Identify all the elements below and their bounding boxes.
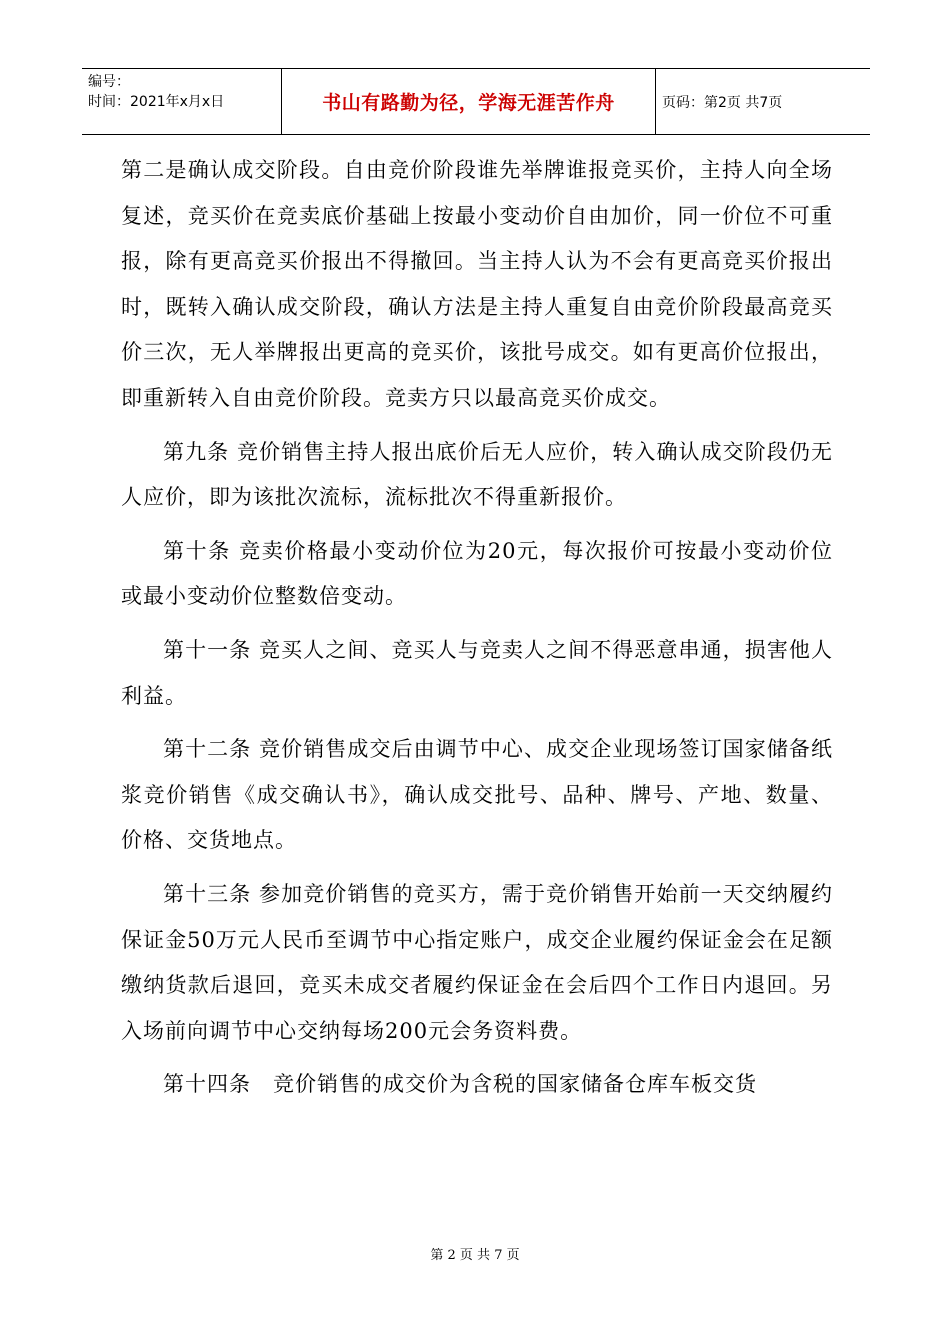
page-footer: 第 2 页 共 7 页: [430, 1248, 520, 1263]
document-number-label: 编号：: [88, 74, 130, 90]
paragraph-article-9: 第九条 竞价销售主持人报出底价后无人应价，转入确认成交阶段仍无人应价，即为该批次流标，流标批次不得重新报价。: [121, 439, 833, 510]
header-motto: 书山有路勤为径，学海无涯苦作舟: [282, 69, 656, 134]
header-meta: [82, 69, 282, 134]
document-header: [82, 68, 870, 135]
header-page-info: 页码：第2页 共7页: [662, 94, 783, 111]
paragraph-article-14: 第十四条 竞价销售的成交价为含税的国家储备仓库车板交货: [163, 1072, 757, 1097]
document-time-label: 时间：2021年x月x日: [88, 94, 225, 110]
paragraph-article-13: 第十三条 参加竞价销售的竞买方，需于竞价销售开始前一天交纳履约保证金50万元人民币至调节中心指定账户，成交企业履约保证金会在足额缴纳货款后退回，竞买未成交者履约保证金在会后四个工作日内退回。另入场前向调节中心交纳每场200元会务资料费。: [121, 881, 833, 1043]
paragraph-article-11: 第十一条 竞买人之间、竞买人与竞卖人之间不得恶意串通，损害他人利益。: [121, 637, 833, 708]
document-body: [121, 148, 833, 1116]
paragraph-article-10: 第十条 竞卖价格最小变动价位为20元，每次报价可按最小变动价位或最小变动价位整数倍变动。: [121, 538, 833, 609]
paragraph-article-12: 第十二条 竞价销售成交后由调节中心、成交企业现场签订国家储备纸浆竞价销售《成交确认书》，确认成交批号、品种、牌号、产地、数量、价格、交货地点。: [121, 737, 833, 853]
paragraph-confirm-phase: 第二是确认成交阶段。自由竞价阶段谁先举牌谁报竞买价，主持人向全场复述，竞买价在竞卖底价基础上按最小变动价自由加价，同一价位不可重报，除有更高竞买价报出不得撤回。当主持人认为不会有更高竞买价报出时，既转入确认成交阶段，确认方法是主持人重复自由竞价阶段最高竞买价三次，无人举牌报出更高的竞买价，该批号成交。如有更高价位报出，即重新转入自由竞价阶段。竞卖方只以最高竞买价成交。: [121, 158, 833, 410]
